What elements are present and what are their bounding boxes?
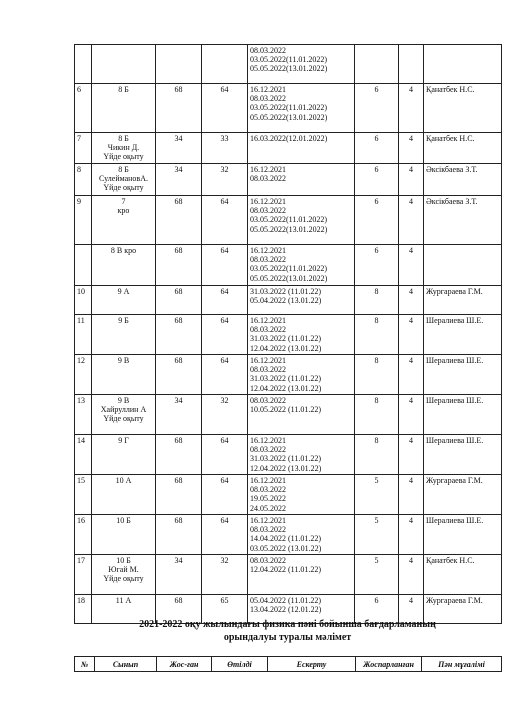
total-hours: 68 xyxy=(156,315,202,355)
dates-note xyxy=(248,395,355,435)
total-hours: 68 xyxy=(156,84,202,133)
row-number: 10 xyxy=(75,286,92,315)
teacher-name: Шералиева Ш.Е. xyxy=(424,515,502,555)
teacher-name: Шералиева Ш.Е. xyxy=(424,315,502,355)
class-name-line: 9 Б xyxy=(118,316,129,325)
dates-note-line: 16.12.2021 xyxy=(250,85,286,94)
planned-count: 6 xyxy=(355,196,399,245)
dates-note-line: 24.05.2022 xyxy=(250,503,286,513)
dates-note-line: 08.03.2022 xyxy=(250,94,286,104)
teacher-name: Жургараева Г.М. xyxy=(424,475,502,515)
total-hours xyxy=(156,45,202,84)
header-table xyxy=(74,656,502,672)
dates-note-line: 12.04.2022 (13.01.22) xyxy=(250,383,322,393)
class-name xyxy=(92,196,156,245)
table-row xyxy=(75,515,502,555)
dates-note xyxy=(248,164,355,196)
dates-note-line: 16.12.2021 xyxy=(250,476,286,485)
completed-hours: 64 xyxy=(202,286,248,315)
weekly-count: 4 xyxy=(399,196,424,245)
row-number: 9 xyxy=(75,196,92,245)
dates-note-line: 03.05.2022(11.01.2022) xyxy=(250,264,328,274)
table-row xyxy=(75,84,502,133)
weekly-count: 4 xyxy=(399,245,424,286)
row-number: 11 xyxy=(75,315,92,355)
weekly-count: 4 xyxy=(399,286,424,315)
teacher-name xyxy=(424,245,502,286)
dates-note-line: 16.12.2021 xyxy=(250,356,286,365)
table-row xyxy=(75,555,502,595)
planned-count: 8 xyxy=(355,435,399,475)
header-cell-scheduled: Жоспарланған xyxy=(356,657,422,672)
dates-note-line: 16.12.2021 xyxy=(250,197,286,206)
dates-note-line: 05.04.2022 (13.01.22) xyxy=(250,296,322,306)
class-name-line: 9 В xyxy=(117,356,130,365)
dates-note-line: 08.03.2022 xyxy=(250,255,286,265)
class-name-line: Югай М. xyxy=(108,565,139,575)
class-name-line: 8 Б xyxy=(118,85,129,94)
completed-hours: 64 xyxy=(202,315,248,355)
dates-note-line: 08.03.2022 xyxy=(250,174,286,184)
weekly-count: 4 xyxy=(399,164,424,196)
weekly-count: 4 xyxy=(399,435,424,475)
dates-note-line: 12.04.2022 (11.01.22) xyxy=(250,565,322,575)
dates-note-line: 08.03.2022 xyxy=(250,485,286,495)
teacher-name xyxy=(424,45,502,84)
table-row xyxy=(75,164,502,196)
class-name-line: 9 В xyxy=(117,396,130,405)
planned-count: 6 xyxy=(355,164,399,196)
dates-note xyxy=(248,84,355,133)
table-row xyxy=(75,286,502,315)
total-hours: 68 xyxy=(156,595,202,624)
teacher-name: Қанатбек Н.С. xyxy=(424,555,502,595)
header-cell-class: Сынып xyxy=(95,657,157,672)
dates-note-line: 08.03.2022 xyxy=(250,206,286,216)
dates-note-line: 16.12.2021 xyxy=(250,316,286,325)
dates-note-line: 31.03.2022 (11.01.22) xyxy=(250,374,322,384)
class-name xyxy=(92,286,156,315)
class-name-line: Чикин Д. xyxy=(107,143,140,153)
dates-note-line: 08.03.2022 xyxy=(250,46,286,55)
dates-note xyxy=(248,245,355,286)
dates-note xyxy=(248,315,355,355)
completed-hours: 64 xyxy=(202,196,248,245)
total-hours: 68 xyxy=(156,475,202,515)
table-row xyxy=(75,45,502,84)
class-name-line: 10 Б xyxy=(116,556,131,565)
class-name xyxy=(92,475,156,515)
planned-count: 6 xyxy=(355,595,399,624)
weekly-count: 4 xyxy=(399,315,424,355)
class-name-line: СулеймановА. xyxy=(98,174,148,184)
class-name-line: 9 А xyxy=(117,287,130,296)
class-name-line: 10 А xyxy=(115,476,132,485)
completed-hours: 64 xyxy=(202,435,248,475)
dates-note-line: 05.05.2022(13.01.2022) xyxy=(250,224,328,234)
dates-note xyxy=(248,435,355,475)
row-number xyxy=(75,45,92,84)
row-number: 7 xyxy=(75,133,92,164)
teacher-name: Шералиева Ш.Е. xyxy=(424,355,502,395)
teacher-name: Жургараева Г.М. xyxy=(424,286,502,315)
class-name-line: 7 xyxy=(121,197,126,206)
row-number: 12 xyxy=(75,355,92,395)
total-hours: 68 xyxy=(156,196,202,245)
class-name xyxy=(92,164,156,196)
total-hours: 34 xyxy=(156,133,202,164)
class-name-line: Үйде оқыту xyxy=(103,414,144,424)
completed-hours: 33 xyxy=(202,133,248,164)
dates-note-line: 31.03.2022 (11.01.22) xyxy=(250,454,322,464)
planned-count: 8 xyxy=(355,286,399,315)
planned-count: 8 xyxy=(355,395,399,435)
table-row xyxy=(75,245,502,286)
table-row xyxy=(75,196,502,245)
header-cell-number: № xyxy=(75,657,95,672)
weekly-count: 4 xyxy=(399,555,424,595)
teacher-name: Әксікбаева З.Т. xyxy=(424,164,502,196)
table-row xyxy=(75,475,502,515)
completed-hours: 64 xyxy=(202,515,248,555)
header-cell-note: Ескерту xyxy=(268,657,356,672)
dates-note xyxy=(248,555,355,595)
table-row xyxy=(75,355,502,395)
completed-hours: 65 xyxy=(202,595,248,624)
dates-note-line: 12.04.2022 (13.01.22) xyxy=(250,463,322,473)
total-hours: 34 xyxy=(156,395,202,435)
dates-note-line: 08.03.2022 xyxy=(250,445,286,455)
planned-count: 5 xyxy=(355,555,399,595)
dates-note-line: 12.04.2022 (13.01.22) xyxy=(250,343,322,353)
row-number: 16 xyxy=(75,515,92,555)
dates-note xyxy=(248,515,355,555)
program-table xyxy=(74,44,502,624)
teacher-name: Жургараева Г.М. xyxy=(424,595,502,624)
total-hours: 68 xyxy=(156,245,202,286)
weekly-count: 4 xyxy=(399,84,424,133)
dates-note xyxy=(248,196,355,245)
dates-note-line: 08.03.2022 xyxy=(250,525,286,535)
total-hours: 34 xyxy=(156,164,202,196)
class-name xyxy=(92,555,156,595)
dates-note xyxy=(248,133,355,164)
completed-hours: 64 xyxy=(202,355,248,395)
total-hours: 68 xyxy=(156,355,202,395)
row-number: 18 xyxy=(75,595,92,624)
planned-count: 6 xyxy=(355,245,399,286)
dates-note xyxy=(248,286,355,315)
dates-note-line: 03.05.2022(11.01.2022) xyxy=(250,215,328,225)
weekly-count xyxy=(399,45,424,84)
planned-count: 5 xyxy=(355,515,399,555)
class-name xyxy=(92,45,156,84)
planned-count: 8 xyxy=(355,355,399,395)
dates-note-line: 05.05.2022(13.01.2022) xyxy=(250,64,328,74)
dates-note-line: 31.03.2022 (11.01.22) xyxy=(250,334,322,344)
dates-note-line: 16.12.2021 xyxy=(250,165,286,174)
dates-note-line: 10.05.2022 (11.01.22) xyxy=(250,405,322,415)
teacher-name: Шералиева Ш.Е. xyxy=(424,395,502,435)
total-hours: 34 xyxy=(156,555,202,595)
completed-hours: 32 xyxy=(202,395,248,435)
class-name xyxy=(92,245,156,286)
dates-note-line: 08.03.2022 xyxy=(250,396,286,405)
planned-count: 5 xyxy=(355,475,399,515)
class-name xyxy=(92,355,156,395)
weekly-count: 4 xyxy=(399,133,424,164)
class-name-line: Хайруллин А xyxy=(100,405,147,415)
teacher-name: Шералиева Ш.Е. xyxy=(424,435,502,475)
dates-note-line: 05.04.2022 (11.01.22) xyxy=(250,596,322,605)
class-name-line: Үйде оқыту xyxy=(103,152,144,162)
dates-note-line: 05.05.2022(13.01.2022) xyxy=(250,112,328,122)
row-number xyxy=(75,245,92,286)
weekly-count: 4 xyxy=(399,395,424,435)
completed-hours: 64 xyxy=(202,245,248,286)
teacher-name: Қанатбек Н.С. xyxy=(424,133,502,164)
total-hours: 68 xyxy=(156,286,202,315)
dates-note-line: 03.05.2022(11.01.2022) xyxy=(250,55,328,65)
class-name xyxy=(92,315,156,355)
dates-note-line: 03.05.2022 (13.01.22) xyxy=(250,543,322,553)
dates-note-line: 19.05.2022 xyxy=(250,494,286,504)
dates-note-line: 08.03.2022 xyxy=(250,556,286,565)
total-hours: 68 xyxy=(156,515,202,555)
teacher-name: Әксікбаева З.Т. xyxy=(424,196,502,245)
table-row xyxy=(75,435,502,475)
class-name-line: 9 Г xyxy=(118,436,129,445)
dates-note-line: 16.12.2021 xyxy=(250,246,286,255)
completed-hours: 64 xyxy=(202,84,248,133)
dates-note-line: 08.03.2022 xyxy=(250,365,286,375)
class-name-line: Үйде оқыту xyxy=(103,183,144,193)
weekly-count: 4 xyxy=(399,595,424,624)
header-cell-completed: Өтілді xyxy=(212,657,268,672)
row-number: 13 xyxy=(75,395,92,435)
table-body xyxy=(75,45,502,624)
planned-count: 6 xyxy=(355,84,399,133)
planned-count: 6 xyxy=(355,133,399,164)
total-hours: 68 xyxy=(156,435,202,475)
planned-count xyxy=(355,45,399,84)
dates-note xyxy=(248,355,355,395)
class-name-line: 8 Б xyxy=(118,165,129,174)
header-cell-teacher: Пән мұғалімі xyxy=(422,657,502,672)
weekly-count: 4 xyxy=(399,475,424,515)
table-row xyxy=(75,133,502,164)
class-name-line: 8 В кро xyxy=(110,246,137,255)
dates-note-line: 31.03.2022 (11.01.22) xyxy=(250,287,322,296)
completed-hours xyxy=(202,45,248,84)
completed-hours: 32 xyxy=(202,555,248,595)
section-title-line-2: орындалуы туралы мәлімет xyxy=(223,632,352,643)
class-name-line: 11 А xyxy=(115,596,132,605)
teacher-name: Қанатбек Н.С. xyxy=(424,84,502,133)
class-name xyxy=(92,435,156,475)
weekly-count: 4 xyxy=(399,355,424,395)
completed-hours: 64 xyxy=(202,475,248,515)
row-number: 6 xyxy=(75,84,92,133)
section-title-line-1: 2021-2022 оқу жылындағы физика пәні бойынша бағдарламаның xyxy=(139,619,436,630)
completed-hours: 32 xyxy=(202,164,248,196)
class-name xyxy=(92,133,156,164)
class-name xyxy=(92,84,156,133)
planned-count: 8 xyxy=(355,315,399,355)
table-row xyxy=(75,395,502,435)
dates-note-line: 14.04.2022 (11.01.22) xyxy=(250,534,322,544)
class-name xyxy=(92,395,156,435)
row-number: 15 xyxy=(75,475,92,515)
dates-note-line: 16.12.2021 xyxy=(250,516,286,525)
dates-note-line: 08.03.2022 xyxy=(250,325,286,335)
class-name-line: Үйде оқыту xyxy=(103,574,144,584)
class-name-line: кро xyxy=(117,206,130,216)
header-row xyxy=(75,657,502,672)
class-name-line: 10 Б xyxy=(116,516,131,525)
row-number: 17 xyxy=(75,555,92,595)
class-name xyxy=(92,515,156,555)
weekly-count: 4 xyxy=(399,515,424,555)
class-name-line: 8 Б xyxy=(118,134,129,143)
table-row xyxy=(75,315,502,355)
dates-note-line: 13.04.2022 (12.01.22) xyxy=(250,605,322,615)
row-number: 8 xyxy=(75,164,92,196)
dates-note-line: 16.03.2022(12.01.2022) xyxy=(250,134,328,143)
header-cell-planned-hours: Жос-ған xyxy=(157,657,212,672)
dates-note xyxy=(248,475,355,515)
dates-note xyxy=(248,45,355,84)
dates-note-line: 05.05.2022(13.01.2022) xyxy=(250,273,328,283)
dates-note-line: 16.12.2021 xyxy=(250,436,286,445)
row-number: 14 xyxy=(75,435,92,475)
dates-note-line: 03.05.2022(11.01.2022) xyxy=(250,103,328,113)
